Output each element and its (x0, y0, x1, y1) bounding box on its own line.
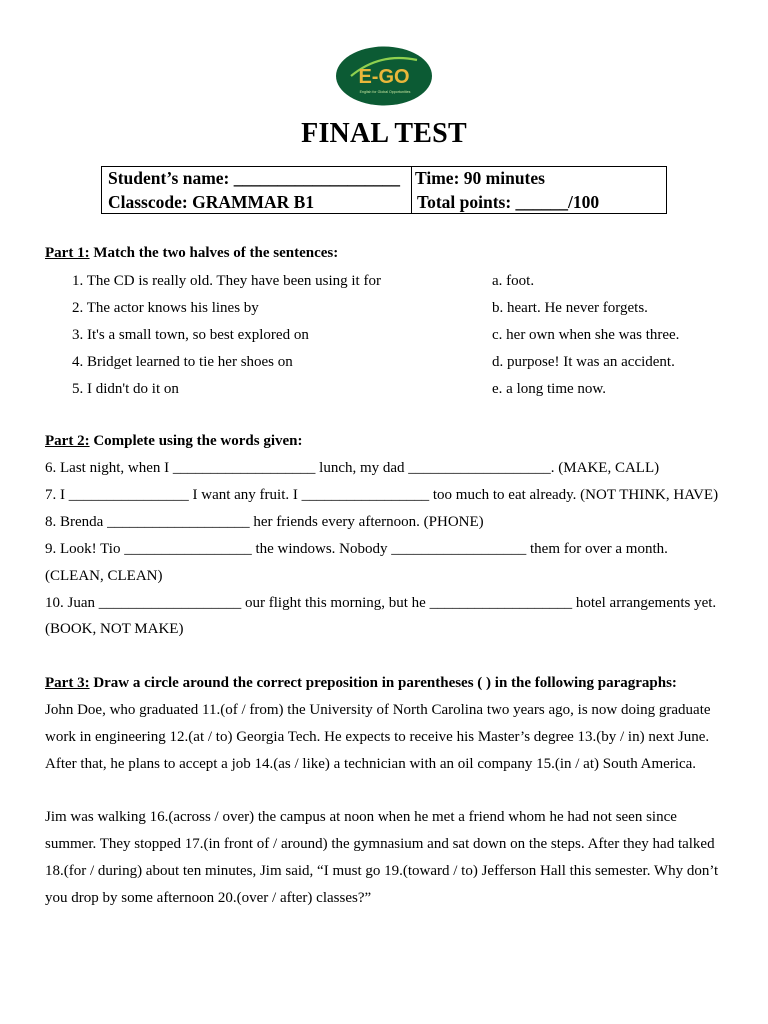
part3-paragraph2-line: summer. They stopped 17.(in front of / around) the gymnasium and sat down on the steps. After they had talked (45, 836, 715, 852)
page-title: FINAL TEST (301, 118, 467, 149)
total-points-field: Total points: ______/100 (417, 192, 600, 212)
part2-question: (BOOK, NOT MAKE) (45, 621, 184, 637)
logo-tagline: English for Global Opportunities (359, 90, 411, 94)
part2-label: Part 2: (45, 433, 90, 449)
part3-paragraph2-line: you drop by some afternoon 20.(over / after) classes?” (45, 890, 372, 906)
part3-instruction: Draw a circle around the correct preposition in parentheses ( ) in the following paragraphs: (93, 675, 677, 691)
part2-instruction: Complete using the words given: (93, 433, 303, 449)
part3-label: Part 3: (45, 675, 90, 691)
part1-right-item: d. purpose! It was an accident. (492, 354, 675, 370)
student-name-field: Student’s name: ___________________ (108, 168, 400, 188)
part3-heading (45, 675, 677, 692)
part1-heading (45, 245, 338, 262)
classcode-field: Classcode: GRAMMAR B1 (108, 192, 315, 212)
part1-left-item: 5. I didn't do it on (72, 381, 179, 397)
logo-text: E-GO (358, 66, 410, 88)
part2-question: 9. Look! Tio _________________ the windows. Nobody __________________ them for over a month. (45, 541, 668, 557)
part3-paragraph1-line: John Doe, who graduated 11.(of / from) the University of North Carolina two years ago, is now doing graduate (45, 702, 711, 718)
part1-left-item: 2. The actor knows his lines by (72, 300, 259, 316)
part1-left-item: 3. It's a small town, so best explored on (72, 327, 309, 343)
part1-instruction: Match the two halves of the sentences: (93, 245, 339, 261)
ego-logo (335, 46, 433, 106)
part3-paragraph1-line: After that, he plans to accept a job 14.(as / like) a technician with an oil company 15.(in / at) South America. (45, 756, 697, 772)
part2-question: (CLEAN, CLEAN) (45, 568, 163, 584)
part3-paragraph1-line: work in engineering 12.(at / to) Georgia Tech. He expects to receive his Master’s degree 13.(by / in) next June. (45, 729, 710, 745)
part3-paragraph2-line: 18.(for / during) about ten minutes, Jim said, “I must go 19.(toward / to) Jefferson Hall this semester. Why don’t (45, 863, 719, 879)
part1-right-item: e. a long time now. (492, 381, 607, 397)
part2-heading (45, 433, 302, 450)
part3-paragraph2-line: Jim was walking 16.(across / over) the campus at noon when he met a friend whom he had not seen since (45, 809, 677, 825)
part2-question: 6. Last night, when I ___________________ lunch, my dad ___________________. (MAKE, CALL) (45, 460, 660, 476)
part2-question: 7. I ________________ I want any fruit. I _________________ too much to eat already. (NOT THINK, HAVE) (45, 487, 719, 503)
part1-label: Part 1: (45, 245, 90, 261)
part2-question: 10. Juan ___________________ our flight this morning, but he ___________________ hotel arrangements yet. (45, 595, 717, 611)
part1-left-item: 4. Bridget learned to tie her shoes on (72, 354, 293, 370)
part1-right-item: c. her own when she was three. (492, 327, 680, 343)
student-info-table (101, 166, 667, 214)
part1-right-item: a. foot. (492, 273, 535, 289)
table-divider (411, 167, 412, 213)
part1-left-item: 1. The CD is really old. They have been using it for (72, 273, 381, 289)
part1-right-item: b. heart. He never forgets. (492, 300, 648, 316)
part2-question: 8. Brenda ___________________ her friends every afternoon. (PHONE) (45, 514, 484, 530)
time-field: Time: 90 minutes (415, 168, 545, 188)
